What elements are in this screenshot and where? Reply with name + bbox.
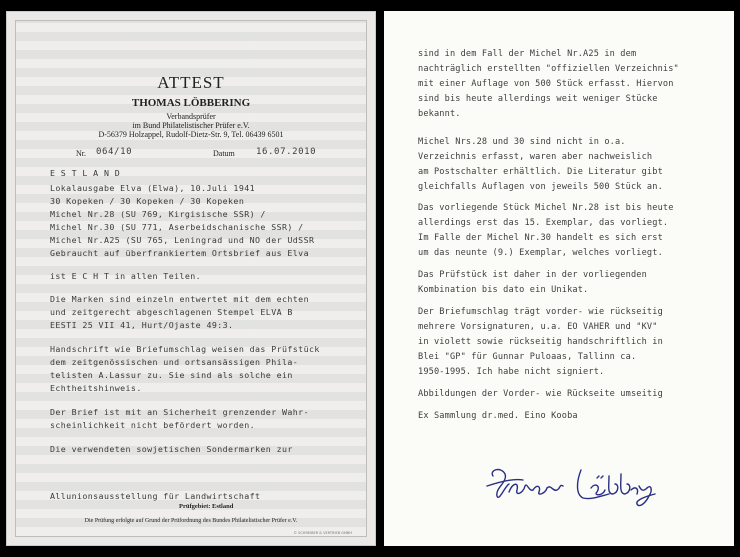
- footer-note: Die Prüfung erfolgte auf Grund der Prüfordnung des Bundes Philatelistischer Prüfer e.V.: [84, 518, 298, 524]
- attest-line: Lokalausgabe Elva (Elwa), 10.Juli 1941: [50, 183, 256, 193]
- attest-line: Michel Nr.A25 (SU 765, Leningrad und NO der UdSSR: [50, 235, 315, 245]
- issuer-name: THOMAS LÖBBERING: [131, 97, 251, 109]
- letter-line: mehrere Vorsignaturen, u.a. EO VAHER und "KV": [418, 322, 658, 332]
- letter-line: gleichfalls Auflagen von jeweils 500 Stück an.: [418, 182, 663, 192]
- issuer-role: Verbandsprüfer: [166, 112, 216, 121]
- letter-line: sind in dem Fall der Michel Nr.A25 in dem: [418, 49, 637, 59]
- letter-line: Das vorliegende Stück Michel Nr.28 ist bis heute: [418, 203, 674, 213]
- attest-line: Allunionsausstellung für Landwirtschaft: [50, 491, 261, 501]
- letter-line: mit einer Auflage von 500 Stück erfasst. Hiervon: [418, 79, 674, 89]
- issuer-org: im Bund Philatelistischer Prüfer e.V.: [132, 121, 250, 130]
- attest-line: 30 Kopeken / 30 Kopeken / 30 Kopeken: [50, 196, 245, 206]
- letter-line: am Postschalter erhältlich. Die Literatur gibt: [418, 167, 663, 177]
- attest-line: Handschrift wie Briefumschlag weisen das Prüfstück: [50, 344, 320, 354]
- nr-label: Nr.: [76, 149, 86, 158]
- handwritten-signature: [479, 456, 659, 516]
- letter-line: Das Prüfstück ist daher in der vorliegenden: [418, 270, 647, 280]
- letter-line: Blei "GP" für Gunnar Puloaas, Tallinn ca.: [418, 352, 637, 362]
- attest-line: und zeitgerecht abgeschlagenen Stempel ELVA B: [50, 307, 293, 317]
- letter-line: um das neunte (9.) Exemplar, welches vorliegt.: [418, 248, 663, 258]
- attest-line: Der Brief ist mit an Sicherheit grenzender Wahr-: [50, 407, 309, 417]
- datum-label: Datum: [213, 149, 235, 158]
- attest-line: telisten A.Lassur zu. Sie sind als solche ein: [50, 370, 293, 380]
- copyright: © SCHREIBER & VERTRIEB GMBH: [293, 531, 352, 535]
- letter-line: Abbildungen der Vorder- wie Rückseite umseitig: [418, 389, 663, 399]
- issuer-address: D-56379 Holzappel, Rudolf-Dietz-Str. 9, Tel. 06439 6501: [98, 130, 284, 139]
- attest-line: Die Marken sind einzeln entwertet mit dem echten: [50, 294, 309, 304]
- letter-line: in violett sowie rückseitig handschriftlich in: [418, 337, 663, 347]
- attest-line: dem zeitgenössischen und ortsansässigen Phila-: [50, 357, 299, 367]
- attest-frame: [15, 20, 367, 537]
- letter-line: bekannt.: [418, 109, 461, 119]
- pruefgebiet: Prüfgebiet: Estland: [179, 503, 234, 510]
- attest-line: Die verwendeten sowjetischen Sondermarken zur: [50, 444, 293, 454]
- nr-value: 064/10: [96, 147, 133, 157]
- letter-line: Der Briefumschlag trägt vorder- wie rückseitig: [418, 307, 663, 317]
- attest-line: EESTI 25 VII 41, Hurt/Ojaste 49:3.: [50, 320, 234, 330]
- letter-line: Kombination bis dato ein Unikat.: [418, 285, 589, 295]
- letter-line: Verzeichnis erfasst, waren aber nachweislich: [418, 152, 653, 162]
- letter-line: allerdings erst das 15. Exemplar, das vorliegt.: [418, 218, 669, 228]
- letter-page: [384, 11, 734, 546]
- datum-value: 16.07.2010: [256, 147, 317, 157]
- letter-line: Im Falle der Michel Nr.30 handelt es sich erst: [418, 233, 663, 243]
- letter-line: Michel Nrs.28 und 30 sind nicht in o.a.: [418, 137, 626, 147]
- attest-line: scheinlichkeit nicht befördert worden.: [50, 420, 256, 430]
- attest-title: ATTEST: [157, 73, 225, 92]
- letter-line: Ex Sammlung dr.med. Eino Kooba: [418, 411, 578, 421]
- letter-line: sind bis heute allerdings weit weniger Stücke: [418, 94, 658, 104]
- attest-line: Michel Nr.30 (SU 771, Aserbeidschanische SSR) /: [50, 222, 304, 232]
- attest-certificate: [6, 11, 376, 546]
- letter-line: 1950-1995. Ich habe nicht signiert.: [418, 367, 605, 377]
- letter-line: nachträglich erstellten "offiziellen Verzeichnis": [418, 64, 679, 74]
- attest-line: Gebraucht auf überfrankiertem Ortsbrief aus Elva: [50, 248, 309, 258]
- attest-line: ist E C H T in allen Teilen.: [50, 271, 202, 281]
- attest-line: Echtheitshinweis.: [50, 383, 142, 393]
- attest-line: Michel Nr.28 (SU 769, Kirgisische SSR) /: [50, 209, 266, 219]
- attest-line: E S T L A N D: [50, 168, 121, 178]
